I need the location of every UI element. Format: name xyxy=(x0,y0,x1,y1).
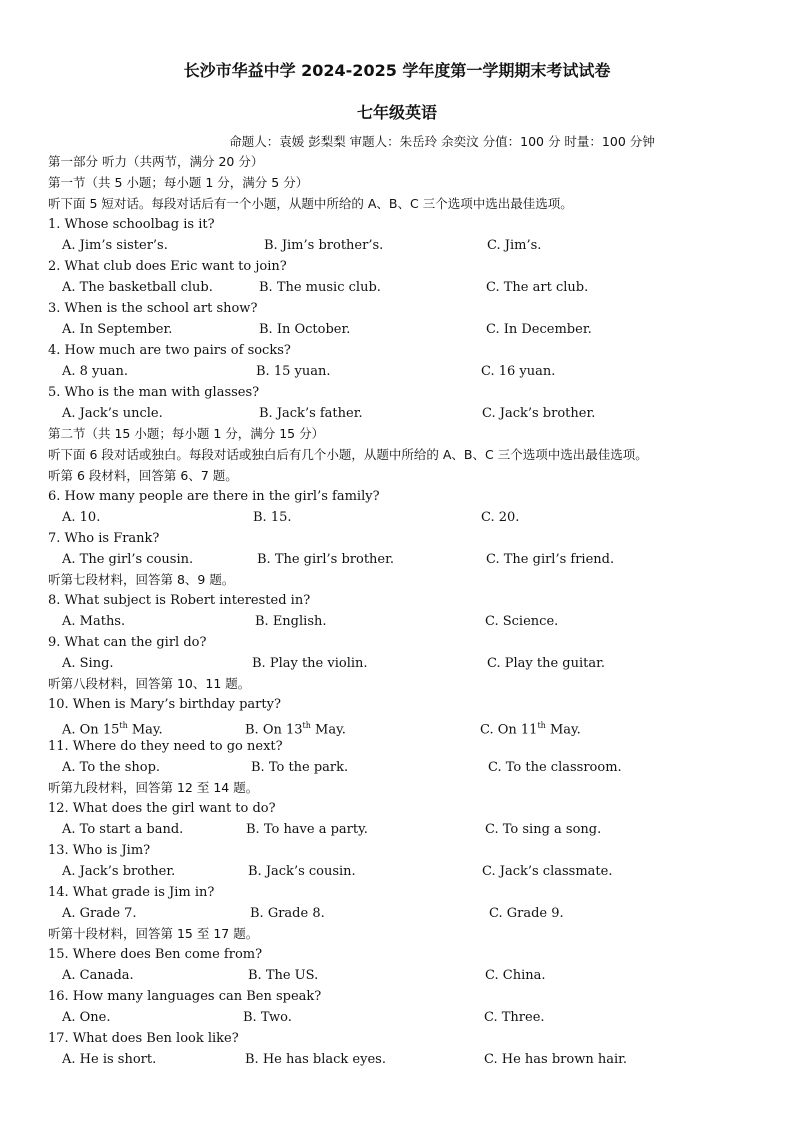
q5-option-c: C. Jack’s brother. xyxy=(482,406,596,421)
part1-heading: 第一部分 听力（共两节，满分 20 分） xyxy=(48,154,264,169)
question-3: 3. When is the school art show? xyxy=(48,301,258,316)
q5-option-a: A. Jack’s uncle. xyxy=(62,406,163,421)
q7-option-c: C. The girl’s friend. xyxy=(486,552,615,567)
q4-option-b: B. 15 yuan. xyxy=(256,364,331,379)
q10-option-a-post: May. xyxy=(127,722,163,738)
q3-option-b: B. In October. xyxy=(259,322,351,337)
q10-option-a xyxy=(62,717,163,739)
q16-option-b: B. Two. xyxy=(243,1010,292,1025)
q12-option-b: B. To have a party. xyxy=(246,822,368,837)
question-10: 10. When is Mary’s birthday party? xyxy=(48,697,281,712)
section1-heading: 第一节（共 5 小题；每小题 1 分，满分 5 分） xyxy=(48,175,309,190)
q4-option-c: C. 16 yuan. xyxy=(481,364,556,379)
q10-option-b xyxy=(245,717,346,739)
q9-option-c: C. Play the guitar. xyxy=(487,656,606,671)
q9-option-b: B. Play the violin. xyxy=(252,656,368,671)
q16-option-a: A. One. xyxy=(62,1010,111,1025)
question-16: 16. How many languages can Ben speak? xyxy=(48,989,322,1004)
material-8-label: 听第八段材料，回答第 10、11 题。 xyxy=(48,676,251,691)
q4-option-a: A. 8 yuan. xyxy=(62,364,129,379)
q9-option-a: A. Sing. xyxy=(62,656,114,671)
q6-option-a: A. 10. xyxy=(62,510,101,525)
q14-option-a: A. Grade 7. xyxy=(62,906,137,921)
q14-option-c: C. Grade 9. xyxy=(489,906,564,921)
q10-option-c-sup: th xyxy=(537,721,546,730)
question-4: 4. How much are two pairs of socks? xyxy=(48,343,291,358)
question-1: 1. Whose schoolbag is it? xyxy=(48,217,215,232)
q8-option-b: B. English. xyxy=(255,614,327,629)
q17-option-b: B. He has black eyes. xyxy=(245,1052,386,1067)
material-6-label: 听第 6 段材料，回答第 6、7 题。 xyxy=(48,468,238,483)
question-13: 13. Who is Jim? xyxy=(48,843,151,858)
q3-option-c: C. In December. xyxy=(486,322,592,337)
question-9: 9. What can the girl do? xyxy=(48,635,207,650)
question-11: 11. Where do they need to go next? xyxy=(48,739,283,754)
q17-option-c: C. He has brown hair. xyxy=(484,1052,628,1067)
q13-option-b: B. Jack’s cousin. xyxy=(248,864,356,879)
q10-option-a-pre: A. On 15 xyxy=(62,722,120,738)
q1-option-c: C. Jim’s. xyxy=(487,238,542,253)
q15-option-b: B. The US. xyxy=(248,968,319,983)
q10-option-c-post: May. xyxy=(545,722,581,738)
q13-option-c: C. Jack’s classmate. xyxy=(482,864,613,879)
q7-option-a: A. The girl’s cousin. xyxy=(62,552,194,567)
section2-instruction: 听下面 6 段对话或独白。每段对话或独白后有几个小题，从题中所给的 A、B、C 三个选项中选出最佳选项。 xyxy=(48,447,648,462)
q15-option-a: A. Canada. xyxy=(62,968,134,983)
question-8: 8. What subject is Robert interested in? xyxy=(48,593,311,608)
q7-option-b: B. The girl’s brother. xyxy=(257,552,395,567)
question-5: 5. Who is the man with glasses? xyxy=(48,385,260,400)
q3-option-a: A. In September. xyxy=(62,322,173,337)
q11-option-a: A. To the shop. xyxy=(62,760,161,775)
question-2: 2. What club does Eric want to join? xyxy=(48,259,287,274)
q2-option-a: A. The basketball club. xyxy=(62,280,213,295)
material-10-label: 听第十段材料，回答第 15 至 17 题。 xyxy=(48,926,259,941)
q2-option-b: B. The music club. xyxy=(259,280,381,295)
exam-title: 长沙市华益中学 2024-2025 学年度第一学期期末考试试卷 xyxy=(183,61,611,80)
q10-option-b-sup: th xyxy=(302,721,311,730)
question-15: 15. Where does Ben come from? xyxy=(48,947,263,962)
q10-option-b-post: May. xyxy=(310,722,346,738)
section1-instruction: 听下面 5 短对话。每段对话后有一个小题，从题中所给的 A、B、C 三个选项中选出最佳选项。 xyxy=(48,196,573,211)
q6-option-b: B. 15. xyxy=(253,510,292,525)
material-9-label: 听第九段材料，回答第 12 至 14 题。 xyxy=(48,780,259,795)
q10-option-c-pre: C. On 11 xyxy=(480,722,538,738)
question-7: 7. Who is Frank? xyxy=(48,531,160,546)
q15-option-c: C. China. xyxy=(485,968,546,983)
q10-option-b-pre: B. On 13 xyxy=(245,722,303,738)
material-7-label: 听第七段材料，回答第 8、9 题。 xyxy=(48,572,235,587)
q12-option-c: C. To sing a song. xyxy=(485,822,602,837)
q1-option-a: A. Jim’s sister’s. xyxy=(62,238,168,253)
q10-option-a-sup: th xyxy=(119,721,128,730)
question-6: 6. How many people are there in the girl’s family? xyxy=(48,489,380,504)
q17-option-a: A. He is short. xyxy=(62,1052,157,1067)
q12-option-a: A. To start a band. xyxy=(62,822,184,837)
q11-option-b: B. To the park. xyxy=(251,760,349,775)
section2-heading: 第二节（共 15 小题；每小题 1 分，满分 15 分） xyxy=(48,426,325,441)
exam-meta: 命题人：袁媛 彭梨梨 审题人：朱岳玲 余奕汶 分值：100 分 时量：100 分钟 xyxy=(229,134,655,149)
q10-option-c xyxy=(480,717,581,739)
q6-option-c: C. 20. xyxy=(481,510,520,525)
q14-option-b: B. Grade 8. xyxy=(250,906,325,921)
question-12: 12. What does the girl want to do? xyxy=(48,801,276,816)
q13-option-a: A. Jack’s brother. xyxy=(62,864,176,879)
q8-option-c: C. Science. xyxy=(485,614,559,629)
exam-subtitle: 七年级英语 xyxy=(356,103,437,122)
question-17: 17. What does Ben look like? xyxy=(48,1031,239,1046)
q2-option-c: C. The art club. xyxy=(486,280,589,295)
q11-option-c: C. To the classroom. xyxy=(488,760,622,775)
q1-option-b: B. Jim’s brother’s. xyxy=(264,238,384,253)
q5-option-b: B. Jack’s father. xyxy=(259,406,363,421)
question-14: 14. What grade is Jim in? xyxy=(48,885,215,900)
q8-option-a: A. Maths. xyxy=(62,614,126,629)
q16-option-c: C. Three. xyxy=(484,1010,545,1025)
